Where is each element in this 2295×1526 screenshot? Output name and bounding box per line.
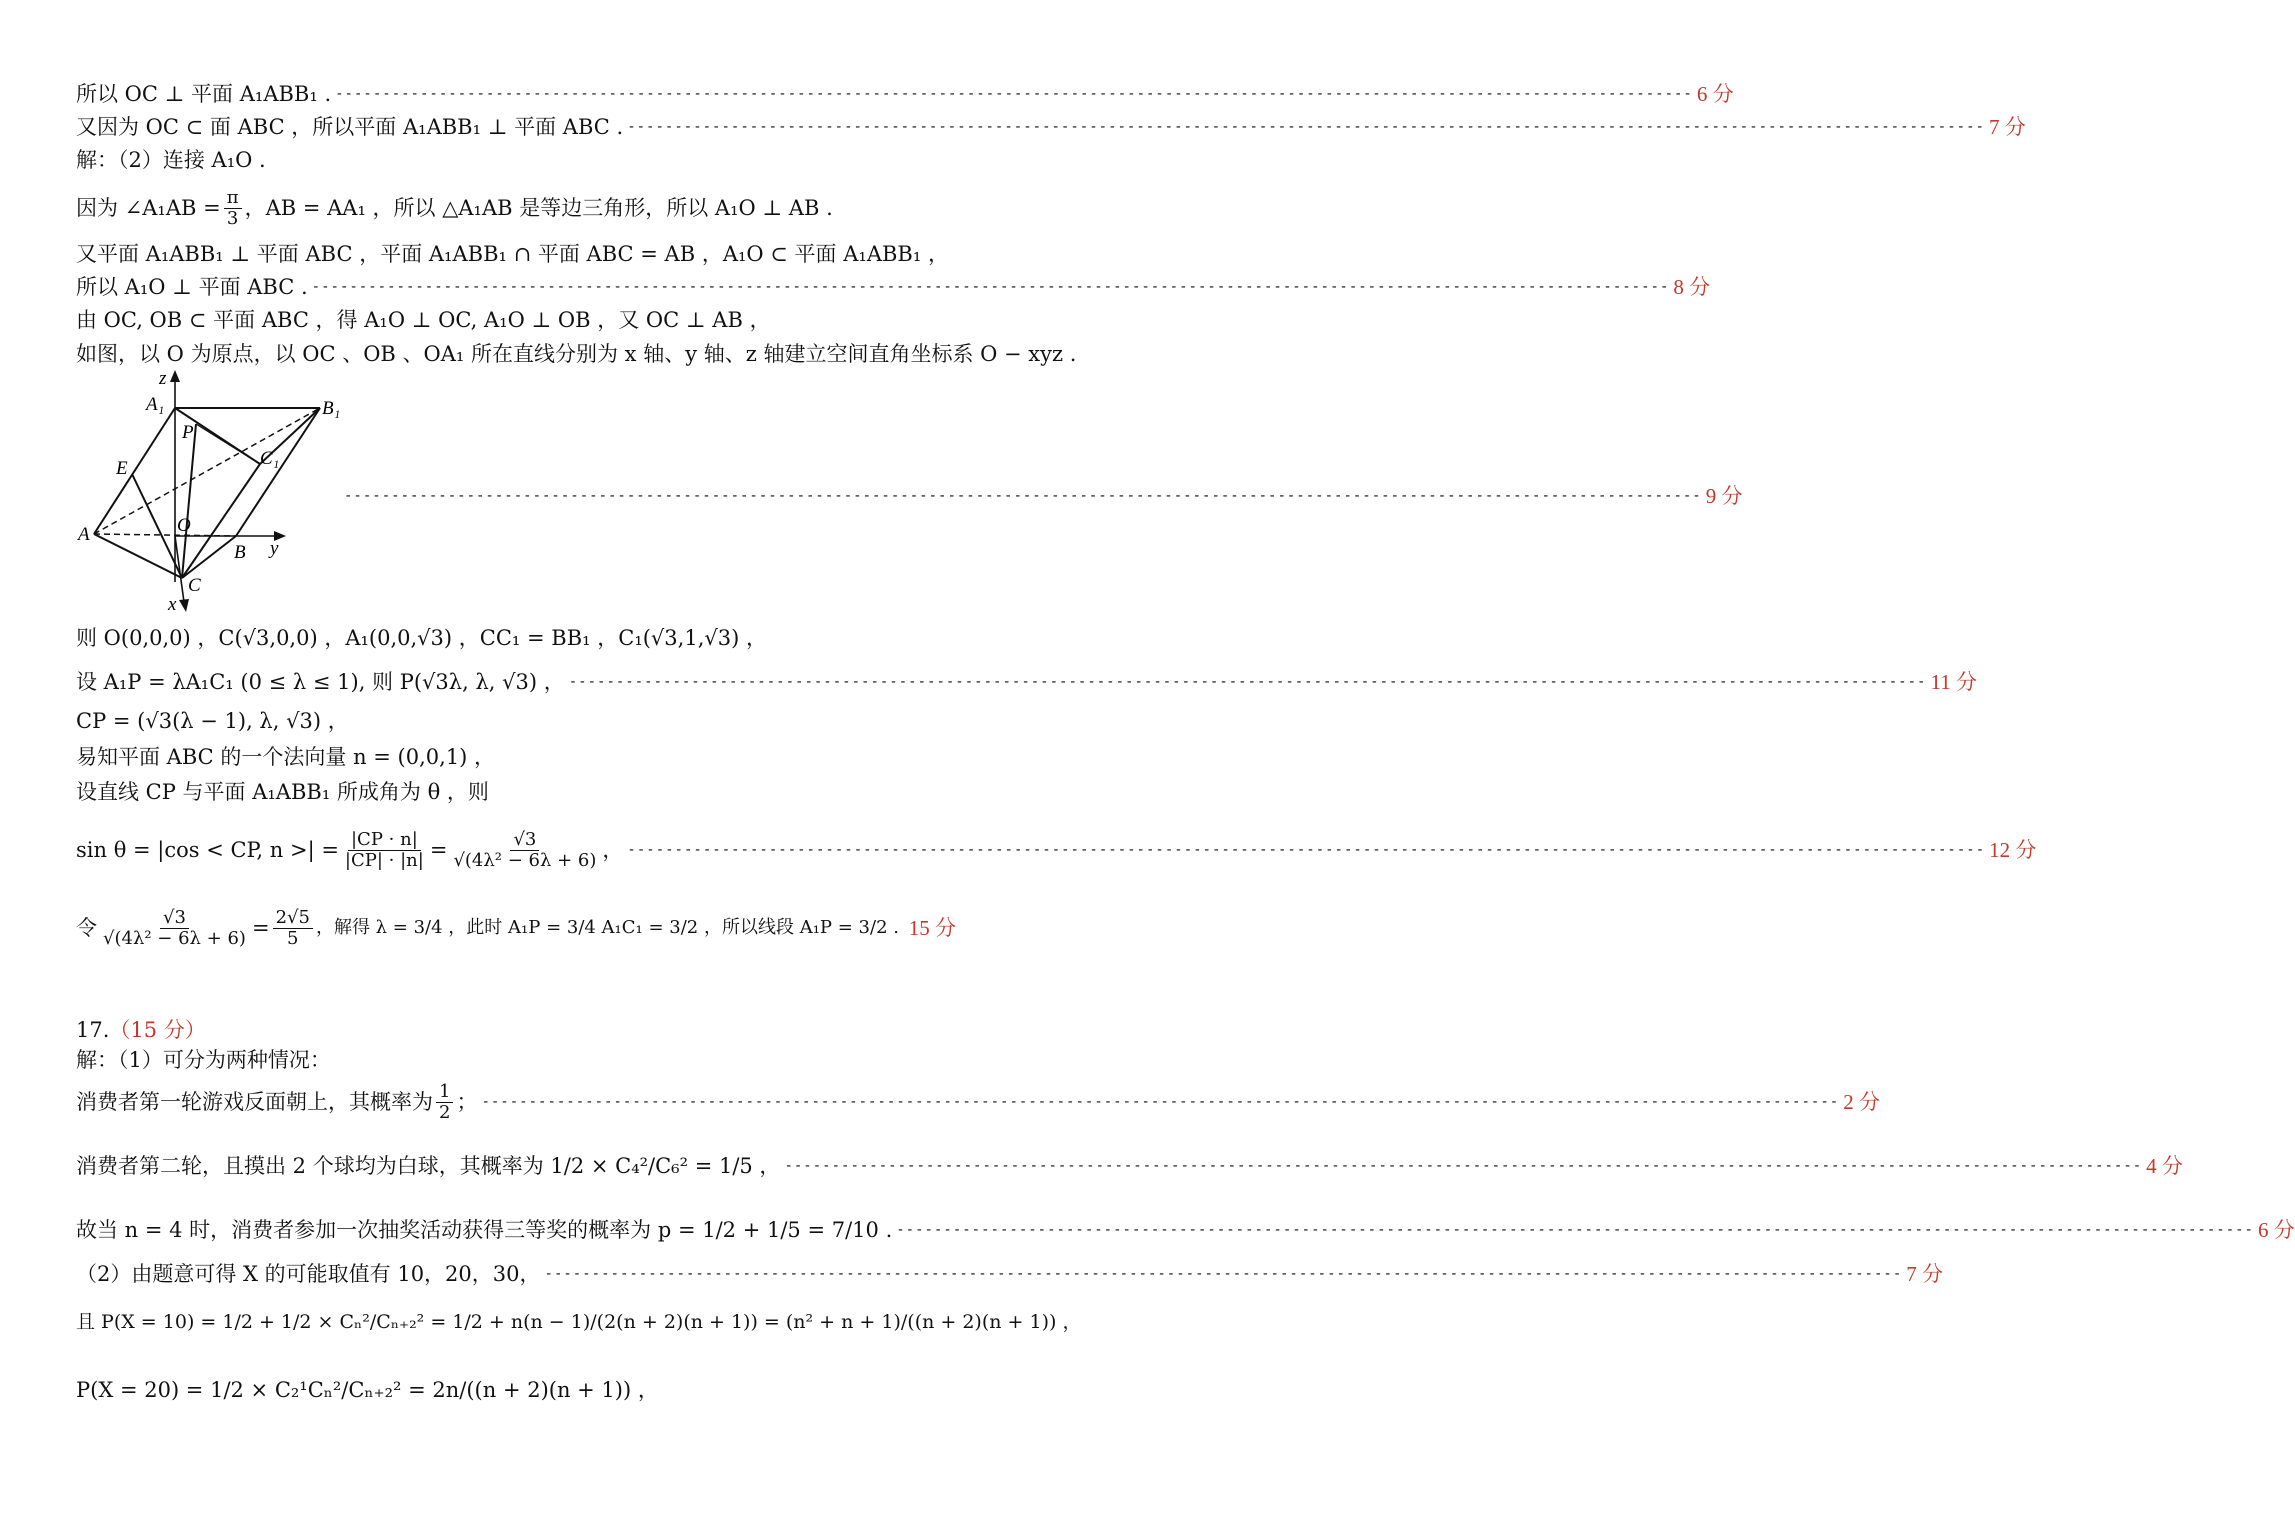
edge-B-B1 bbox=[236, 408, 320, 536]
edge-C-C1 bbox=[182, 464, 260, 578]
figure-score-line bbox=[344, 482, 1743, 510]
solution-line-5 bbox=[76, 240, 956, 268]
edge-A-B-dashed bbox=[94, 534, 236, 536]
score-mark: 7 分 bbox=[1988, 115, 2026, 139]
line-text: 如图，以 O 为原点，以 OC 、OB 、OA₁ 所在直线分别为 x 轴、y 轴、z 轴建立空间直角坐标系 O − xyz . bbox=[76, 342, 1077, 366]
line-text: 所以 OC ⊥ 平面 A₁ABB₁ . bbox=[76, 82, 332, 106]
fraction-denominator: 5 bbox=[287, 927, 299, 949]
fraction bbox=[342, 830, 427, 871]
label-C1: C₁ bbox=[260, 448, 280, 469]
score-mark: 6 分 bbox=[1696, 82, 1734, 106]
score-mark: 15 分 bbox=[908, 916, 956, 940]
solution-line-8 bbox=[76, 340, 1077, 368]
line-text: ，解得 λ = 3/4 ，此时 A₁P = 3/4 A₁C₁ = 3/2 ，所以线段 A₁P = 3/2 . bbox=[315, 917, 899, 938]
label-z: z bbox=[159, 368, 167, 389]
fraction-numerator: √3 bbox=[160, 908, 189, 929]
q17-line-5 bbox=[76, 1260, 1943, 1288]
fraction-denominator: 3 bbox=[226, 207, 239, 229]
line-text: 设 A₁P = λA₁C₁ (0 ≤ λ ≤ 1), 则 P(√3λ, λ, √3) ， bbox=[76, 670, 565, 694]
q17-line-7 bbox=[76, 1376, 956, 1404]
score-mark: 2 分 bbox=[1843, 1090, 1880, 1114]
line-text: CP = (√3(λ − 1), λ, √3) ， bbox=[76, 709, 349, 733]
q17-line-6 bbox=[76, 1308, 1082, 1336]
dash-leader: ------------------------------------------------------------------------------------------------------------------------------------------------ bbox=[627, 119, 1985, 135]
x-axis-arrow bbox=[179, 599, 189, 612]
line-text: 则 O(0,0,0) ，C(√3,0,0) ，A₁(0,0,√3) ，CC₁ = BB₁ ，C₁(√3,1,√3) ， bbox=[76, 626, 767, 650]
dash-leader: ------------------------------------------------------------------------------------------------------------------------------------------------ bbox=[335, 86, 1693, 102]
score-mark: 6 分 bbox=[2257, 1218, 2295, 1242]
coordinate-figure bbox=[76, 366, 366, 616]
question-points: （15 分） bbox=[109, 1018, 206, 1042]
fraction bbox=[436, 1082, 453, 1123]
dash-leader: ------------------------------------------------------------------------------------------------------------------------------------------------ bbox=[344, 488, 1702, 504]
fraction-numerator: √3 bbox=[510, 830, 539, 851]
q17-line-4 bbox=[76, 1216, 2295, 1244]
line-text: 由 OC, OB ⊂ 平面 ABC ，得 A₁O ⊥ OC, A₁O ⊥ OB ，又 OC ⊥ AB ， bbox=[76, 308, 771, 332]
label-B: B bbox=[234, 542, 246, 563]
solution-line-6 bbox=[76, 273, 1711, 301]
dash-leader: ------------------------------------------------------------------------------------------------------------------------------------------------ bbox=[481, 1094, 1840, 1110]
edge-A-C bbox=[94, 534, 182, 578]
fraction-numerator: 2√5 bbox=[273, 908, 313, 929]
solution-line-3 bbox=[76, 146, 956, 174]
line-text: sin θ = |cos < CP, n >| = bbox=[76, 838, 339, 862]
fraction-numerator: π bbox=[224, 188, 242, 209]
dash-leader: ------------------------------------------------------------------------------------------------------------------------------------------------ bbox=[784, 1158, 2143, 1174]
fraction-denominator: 2 bbox=[439, 1101, 451, 1123]
line-text: 故当 n = 4 时，消费者参加一次抽奖活动获得三等奖的概率为 p = 1/2 + 1/5 = 7/10 . bbox=[76, 1218, 893, 1242]
dash-leader: ------------------------------------------------------------------------------------------------------------------------------------------------ bbox=[627, 842, 1986, 858]
label-A1: A₁ bbox=[146, 394, 165, 415]
dash-leader bbox=[903, 900, 905, 956]
q17-line-1 bbox=[76, 1046, 956, 1074]
question-number: 17. bbox=[76, 1018, 110, 1042]
fraction-denominator: √(4λ² − 6λ + 6) bbox=[453, 849, 597, 871]
edge-A-B1-dashed bbox=[94, 408, 320, 534]
line-text: 因为 ∠A₁AB = bbox=[76, 196, 221, 220]
label-E: E bbox=[116, 458, 128, 479]
fraction bbox=[273, 908, 313, 949]
line-text: 解：（2）连接 A₁O . bbox=[76, 148, 266, 172]
fraction bbox=[100, 908, 249, 949]
solution-line-7 bbox=[76, 306, 956, 334]
q17-line-3 bbox=[76, 1152, 2183, 1180]
label-A: A bbox=[78, 524, 90, 545]
dash-leader: ------------------------------------------------------------------------------------------------------------------------------------------------ bbox=[311, 279, 1670, 295]
line-text: 易知平面 ABC 的一个法向量 n = (0,0,1) ， bbox=[76, 745, 496, 769]
solution-line-12 bbox=[76, 743, 956, 771]
fraction-denominator: √(4λ² − 6λ + 6) bbox=[103, 927, 246, 949]
label-P: P bbox=[182, 422, 194, 443]
line-text: 令 bbox=[76, 916, 97, 940]
dash-leader: ------------------------------------------------------------------------------------------------------------------------------------------------ bbox=[568, 674, 1927, 690]
solution-line-1 bbox=[76, 80, 1734, 108]
solution-line-4 bbox=[76, 180, 956, 236]
line-text: ，AB = AA₁ ，所以 △A₁AB 是等边三角形，所以 A₁O ⊥ AB . bbox=[244, 196, 833, 220]
line-text: 消费者第二轮，且摸出 2 个球均为白球，其概率为 1/2 × C₄²/C₆² = 1/5 ， bbox=[76, 1154, 781, 1178]
solution-line-2 bbox=[76, 113, 2026, 141]
fraction-denominator: |CP| · |n| bbox=[344, 849, 424, 871]
solution-line-14 bbox=[76, 822, 2037, 878]
score-mark: 12 分 bbox=[1989, 838, 2037, 862]
solution-line-10 bbox=[76, 668, 1977, 696]
score-mark: 9 分 bbox=[1705, 484, 1743, 508]
score-mark: 11 分 bbox=[1930, 670, 1977, 694]
label-C: C bbox=[188, 575, 201, 596]
solution-line-13 bbox=[76, 778, 956, 806]
dash-leader: ------------------------------------------------------------------------------------------------------------------------------------------------ bbox=[896, 1222, 2254, 1238]
line-text: ， bbox=[602, 838, 624, 862]
line-text: 且 P(X = 10) = 1/2 + 1/2 × Cₙ²/Cₙ₊₂² = 1/2 + n(n − 1)/(2(n + 2)(n + 1)) = (n² + n + 1)/((n + 2)(n + 1)) ， bbox=[76, 1311, 1082, 1333]
q17-line-2 bbox=[76, 1074, 1880, 1130]
line-text: （2）由题意可得 X 的可能取值有 10，20，30， bbox=[76, 1262, 541, 1286]
solution-line-15 bbox=[76, 900, 956, 956]
solution-line-11 bbox=[76, 707, 956, 735]
fraction-numerator: 1 bbox=[436, 1082, 453, 1103]
fraction-numerator: |CP · n| bbox=[348, 830, 421, 851]
line-text: = bbox=[429, 838, 448, 862]
score-mark: 4 分 bbox=[2146, 1154, 2183, 1178]
line-text: = bbox=[251, 916, 270, 940]
fraction bbox=[224, 188, 242, 229]
edge-A-A1 bbox=[94, 408, 175, 534]
line-text: 又平面 A₁ABB₁ ⊥ 平面 ABC ，平面 A₁ABB₁ ∩ 平面 ABC = AB ，A₁O ⊂ 平面 A₁ABB₁ ， bbox=[76, 242, 949, 266]
label-x: x bbox=[168, 594, 177, 615]
line-text: 消费者第一轮游戏反面朝上，其概率为 bbox=[76, 1090, 433, 1114]
label-O: O bbox=[177, 515, 191, 536]
line-text: ； bbox=[456, 1090, 478, 1114]
fraction bbox=[450, 830, 599, 871]
line-text: P(X = 20) = 1/2 × C₂¹Cₙ²/Cₙ₊₂² = 2n/((n + 2)(n + 1)) ， bbox=[76, 1378, 659, 1402]
line-text: 所以 A₁O ⊥ 平面 ABC . bbox=[76, 275, 308, 299]
line-text: 设直线 CP 与平面 A₁ABB₁ 所成角为 θ ，则 bbox=[76, 780, 489, 804]
line-text: 又因为 OC ⊂ 面 ABC ，所以平面 A₁ABB₁ ⊥ 平面 ABC . bbox=[76, 115, 624, 139]
solution-line-9 bbox=[76, 624, 956, 652]
line-text: 解：（1）可分为两种情况： bbox=[76, 1048, 331, 1072]
score-mark: 7 分 bbox=[1906, 1262, 1943, 1286]
q17-heading bbox=[76, 1016, 956, 1044]
segment-C-P bbox=[182, 424, 196, 578]
score-mark: 8 分 bbox=[1673, 275, 1711, 299]
segment-P-C1 bbox=[196, 424, 260, 464]
dash-leader: ------------------------------------------------------------------------------------------------------------------------------------------------ bbox=[544, 1266, 1903, 1282]
z-axis-arrow bbox=[170, 370, 180, 382]
label-y: y bbox=[270, 538, 279, 559]
label-B1: B₁ bbox=[322, 398, 341, 419]
edge-C-B bbox=[182, 536, 236, 578]
